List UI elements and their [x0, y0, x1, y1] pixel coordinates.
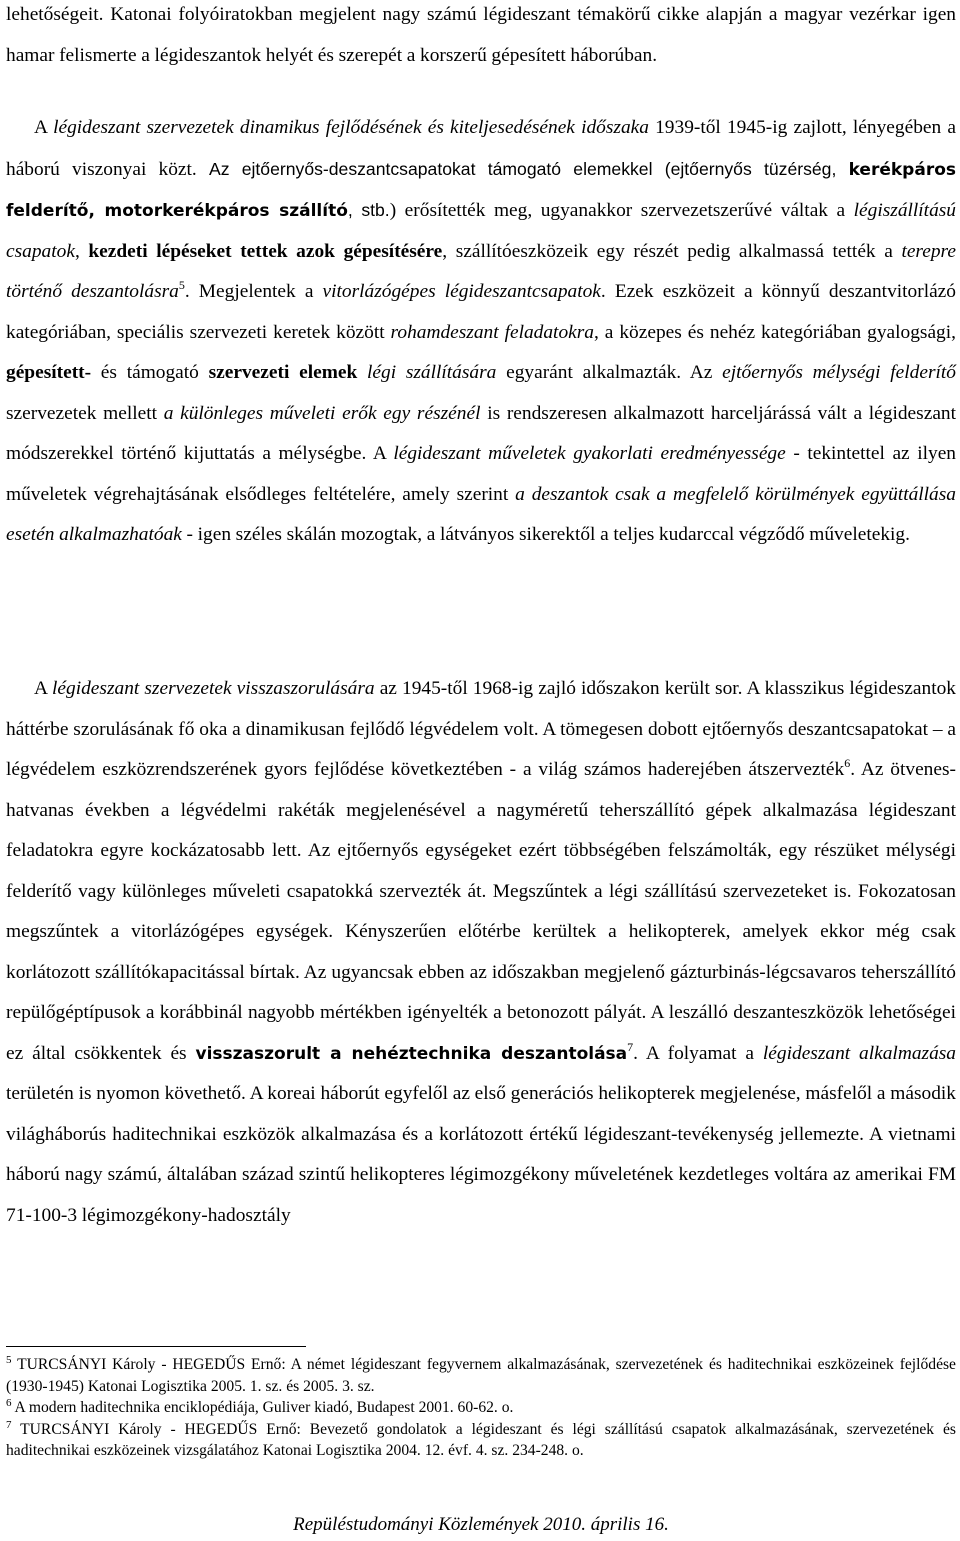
text-run: és támogató	[91, 362, 209, 383]
text-run: lehetőségeit. Katonai folyóiratokban megjelent nagy számú légideszant témakörű cikke alapján a magyar vezérkar igen hamar felismerte a légideszantok helyét és szerepét a korszerű gépesített háborúban.	[6, 4, 956, 66]
text-run: A	[34, 678, 53, 699]
paragraph-development-period	[6, 108, 956, 556]
text-run: szervezetek mellett	[6, 402, 164, 424]
bold-run: kerékpáros felderítő, motorkerékpáros szállító	[6, 159, 956, 221]
text-run: az 1945-től 1968-ig zajló időszakon került sor. A klasszikus légideszantok háttérbe szorulásának fő oka a dinamikusan fejlődő légvédelem volt. A tömegesen dobott ejtőernyős deszantcsapatokat – a légvédelem eszközrendszerének gyors fejlődése következtében - a világ számos haderejében átszervezték	[6, 678, 956, 780]
italic-run: légideszant szervezetek dinamikus fejlődésének és kiteljesedésének időszaka	[53, 117, 649, 138]
bold-run: szervezeti elemek	[208, 362, 358, 383]
footnotes	[6, 1354, 956, 1462]
italic-run: légi szállítására	[367, 362, 497, 383]
text-run	[357, 362, 367, 383]
text-run: - tekintettel az ilyen műveletek végrehajtásának elsődleges feltételére, amely szerint	[6, 443, 956, 505]
text-run: - igen széles skálán mozogtak, a látványos sikerektől a teljes kudarccal végződő műveletekig.	[181, 524, 910, 545]
sans-run: , stb.	[347, 200, 390, 220]
italic-run: a deszantok csak a megfelelő körülmények együttállása esetén alkalmazhatóak	[6, 483, 956, 545]
footnote-reference: 6	[844, 756, 851, 770]
sans-run: Az ejtőernyős-deszantcsapatokat támogató elemekkel (ejtőernyős tüzérség,	[208, 158, 849, 179]
italic-run: a különleges műveleti erők egy részénél	[163, 402, 481, 424]
footnote-reference: 5	[178, 278, 185, 292]
footnote-separator	[6, 1346, 306, 1347]
text-run: . Ezek eszközeit a könnyű deszantvitorlázó kategóriában, speciális szervezeti keretek között	[6, 281, 956, 343]
text-run: , szállítóeszközeik egy részét pedig alkalmassá tették a	[442, 240, 902, 262]
footnote-7: $^7$ TURCSÁNYI Károly - HEGEDŰS Ernő: Bevezető gondolatok a légideszant és légi szállítású csapatok alkalmazásának, szervezetének és haditechnikai eszközeinek vizsgálatához Katonai Logisztika 2004. 12. évf. 4. sz. 234-248. o.	[6, 1418, 956, 1459]
italic-run: légideszant alkalmazása	[762, 1042, 957, 1064]
page-footer: Repüléstudományi Közlemények 2010. április 16.	[293, 1514, 669, 1535]
paragraph-decline-period	[6, 669, 956, 1236]
text-run: 1939-től 1945-ig zajlott, lényegében a háború viszonyai közt.	[6, 117, 956, 180]
italic-run: terepre történő deszantolásra	[6, 240, 956, 302]
text-run: . A folyamat a	[633, 1042, 763, 1064]
bold-run: gépesített-	[6, 362, 92, 383]
text-run: , a közepes és nehéz kategóriában gyalogsági,	[594, 321, 956, 343]
text-run: . Megjelentek a	[184, 281, 323, 302]
footnote-6: $^6$ A modern haditechnika enciklopédiája, Guliver kiadó, Budapest 2001. 60-62. o.	[6, 1397, 514, 1416]
italic-run: ejtőernyős mélységi felderítő	[722, 362, 956, 383]
italic-run: rohamdeszant feladatokra	[390, 321, 594, 343]
text-run: . Az ötvenes-hatvanas években a légvédelmi rakéták megjelenésével a nagyméretű teherszállító gépek alkalmazása légideszant feladatokra egyre kockázatosabb lett. Az ejtőernyős egységeket ezért többségében felszámolták, egy részüket mélységi felderítő vagy különleges műveleti csapatokká szervezték át. Megszűntek a légi szállítású szervezeteket is. Fokozatosan megszűntek a vitorlázógépes egységek. Kényszerűen előtérbe kerültek a helikopterek, amelyek ekkor még csak korlátozott szállítókapacitással bírtak. Az ugyancsak ebben az időszakban megjelenő gázturbinás-légcsavaros teherszállító repülőgéptípusok a korábbinál nagyobb mértékben igényelték a betonozott pályát. A leszálló deszanteszközök lehetőségei ez által csökkentek és	[6, 759, 956, 1064]
text-run: ) erősítették meg, ugyanakkor szervezetszerűvé váltak a	[389, 200, 854, 221]
paragraph-intro	[6, 0, 956, 76]
italic-run: vitorlázógépes légideszantcsapatok	[322, 281, 601, 302]
italic-run: légideszant szervezetek visszaszorulására	[52, 678, 375, 699]
footnote-reference: 7	[627, 1039, 634, 1054]
bold-run: visszaszorult a nehéztechnika deszantolása	[195, 1043, 628, 1064]
bold-run: kezdeti lépéseket tettek azok gépesítésére	[88, 240, 443, 262]
footnote-5: $^5$ TURCSÁNYI Károly - HEGEDŰS Ernő: A német légideszant fegyvernem alkalmazásának, szervezetének és haditechnikai eszközeinek fejlődése (1930-1945) Katonai Logisztika 2005. 1. sz. és 2005. 3. sz.	[6, 1354, 956, 1395]
text-run: egyaránt alkalmazták. Az	[496, 362, 723, 383]
text-run: A	[34, 117, 54, 138]
text-run: ,	[74, 240, 89, 262]
text-run: területén is nyomon követhető. A koreai háborút egyfelől az első generációs helikopterek megjelenése, másfelől a második világháborús haditechnikai eszközök alkalmazása és a korlátozott értékű légideszant-tevékenység jellemezte. A vietnami háború nagy számú, általában század szintű helikopteres légimozgékony műveletének kezdetleges voltára az amerikai FM 71-100-3 légimozgékony-hadosztály	[6, 1083, 956, 1226]
italic-run: légiszállítású csapatok	[6, 200, 957, 262]
text-run: is rendszeresen alkalmazott harceljárássá vált a légideszant módszerekkel történő kijuttatás a mélységbe. A	[6, 402, 957, 464]
italic-run: légideszant műveletek gyakorlati eredményessége	[393, 443, 786, 464]
